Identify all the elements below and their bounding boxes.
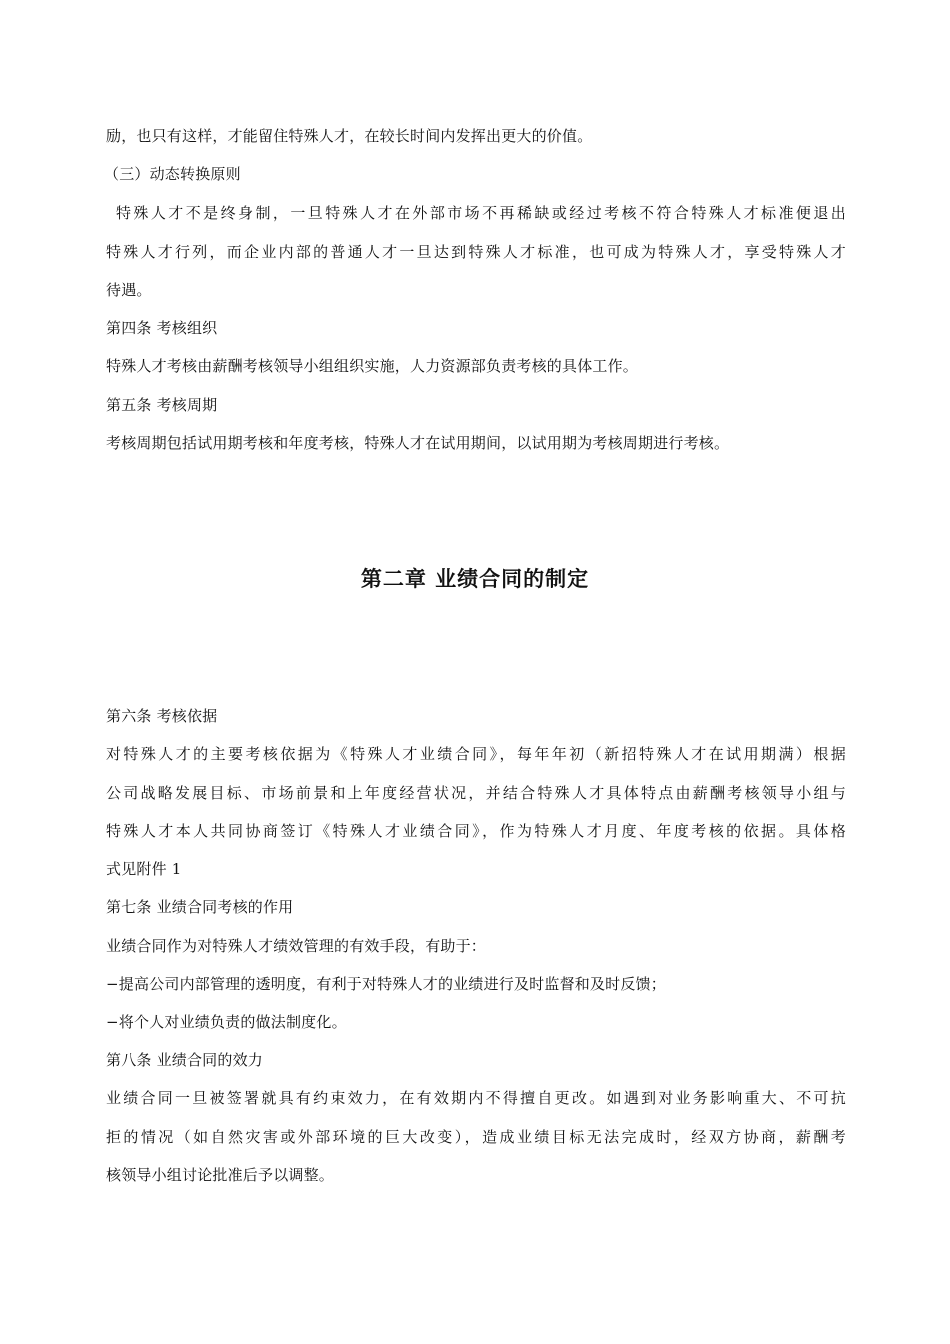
paragraph-line: 核领导小组讨论批准后予以调整。 [106,1166,335,1184]
paragraph-line: 考核周期包括试用期考核和年度考核，特殊人才在试用期间，以试用期为考核周期进行考核。 [106,434,730,452]
paragraph-line: 拒的情况（如自然灾害或外部环境的巨大改变），造成业绩目标无法完成时，经双方协商，薪酬考 [106,1128,846,1146]
paragraph-line: 业绩合同作为对特殊人才绩效管理的有效手段，有助于： [106,937,487,955]
paragraph-line: 待遇。 [106,281,152,299]
list-item: −提高公司内部管理的透明度，有利于对特殊人才的业绩进行及时监督和及时反馈； [106,975,666,993]
paragraph-line: 特殊人才考核由薪酬考核领导小组组织实施，人力资源部负责考核的具体工作。 [106,357,639,375]
paragraph-line: 特殊人才本人共同协商签订《特殊人才业绩合同》，作为特殊人才月度、年度考核的依据。具体格 [106,822,846,840]
article-heading: 第八条 业绩合同的效力 [106,1051,263,1069]
paragraph-line: 公司战略发展目标、市场前景和上年度经营状况，并结合特殊人才具体特点由薪酬考核领导小组与 [106,784,846,802]
paragraph-line: 特殊人才不是终身制，一旦特殊人才在外部市场不再稀缺或经过考核不符合特殊人才标准便退出 [116,204,846,222]
list-item: −将个人对业绩负责的做法制度化。 [106,1013,347,1031]
principle-heading: （三）动态转换原则 [104,165,241,183]
paragraph-line: 对特殊人才的主要考核依据为《特殊人才业绩合同》，每年年初（新招特殊人才在试用期满）根据 [106,745,846,763]
article-heading: 第四条 考核组织 [106,319,218,337]
article-heading: 第七条 业绩合同考核的作用 [106,898,294,916]
article-heading: 第六条 考核依据 [106,707,218,725]
article-heading: 第五条 考核周期 [106,396,218,414]
paragraph-line: 特殊人才行列，而企业内部的普通人才一旦达到特殊人才标准，也可成为特殊人才，享受特殊人才 [106,243,846,261]
paragraph-line: 励，也只有这样，才能留住特殊人才，在较长时间内发挥出更大的价值。 [106,127,593,145]
paragraph-line: 业绩合同一旦被签署就具有约束效力，在有效期内不得擅自更改。如遇到对业务影响重大、不可抗 [106,1089,846,1107]
paragraph-line: 式见附件 1 [106,860,182,878]
chapter-title: 第二章 业绩合同的制定 [360,567,590,591]
